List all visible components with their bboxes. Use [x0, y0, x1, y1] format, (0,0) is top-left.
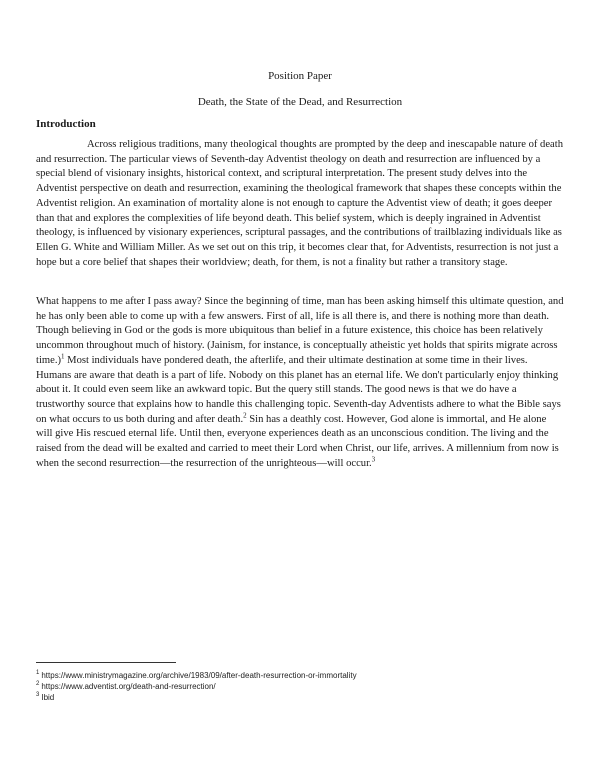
footnote-number: 1	[36, 670, 40, 677]
footnote-number: 3	[36, 692, 40, 699]
paragraph-text: What happens to me after I pass away? Since the beginning of time, man has been asking himself this ultimate question, and he has only been able to come up with a few answers. First of all, life is all there is, and there is nothing more than death. Though believing in God or the gods is more ubiquitous than belief in a future existence, this choice has been relatively uncommon throughout much of history. (Jainism, for instance, is conceptually atheistic yet holds that spirits migrate across time.)	[36, 296, 564, 366]
document-subtitle: Death, the State of the Dead, and Resurrection	[197, 96, 403, 108]
footnote-text: Ibid	[41, 693, 55, 702]
footnote-link[interactable]: https://www.ministrymagazine.org/archive/1983/09/after-death-resurrection-or-immortality	[41, 671, 357, 680]
body-paragraph	[36, 295, 564, 471]
footnote-ref[interactable]: 2	[243, 411, 247, 420]
document-title: Position Paper	[268, 70, 332, 82]
footnote-link[interactable]: https://www.adventist.org/death-and-resurrection/	[41, 682, 216, 691]
footnotes	[36, 670, 564, 703]
footnote-ref[interactable]: 3	[371, 455, 376, 464]
footnote-ref[interactable]: 1	[61, 352, 65, 361]
footnote	[36, 692, 564, 703]
paragraph-text: Most individuals have pondered death, the afterlife, and their ultimate destination at some time in their lives. Humans are aware that death is a part of life. Nobody on this planet has an eternal life. We don't particularly enjoy thinking about it. It could even seem like an awkward topic. But the query still stands. The good news is that we do have a trustworthy source that explains how to handle this challenging topic. Seventh-day Adventists adhere to what the Bible says on what occurs to us both during and after death.	[36, 354, 561, 425]
introduction-paragraph: Across religious traditions, many theological thoughts are prompted by the deep and inescapable nature of death and resurrection. The particular views of Seventh-day Adventist theology on death and resurrection are influenced by a special blend of visionary insights, historical context, and scriptural interpretation. The present study delves into the Adventist perspective on death and resurrection, examining the theological framework that shapes these concepts within the Adventist religion. An examination of mortality alone is not enough to capture the Adventist view of death; it goes deeper than that and explores the complexities of life beyond death. This belief system, which is deeply ingrained in Adventist theology, is influenced by visionary experiences, scriptural passages, and the contributions of trailblazing individuals like as Ellen G. White and William Miller. As we set out on this trip, it becomes clear that, for Adventists, resurrection is not just a hope but a core belief that shapes their worldview; death, for them, is not a finality but rather a transitory stage.	[36, 139, 563, 268]
paragraph-text: Sin has a deathly cost. However, God alone is immortal, and He alone will give His rescued eternal life. Until then, everyone experiences death as an unconscious condition. The living and the raised from the dead will be exalted and carried to meet their Lord when Christ, our life, arrives. A millennium from now is when the second resurrection—the resurrection of the unrighteous—will occur.	[36, 413, 559, 469]
section-heading: Introduction	[36, 118, 96, 130]
footnote	[36, 681, 564, 692]
footnote-number: 2	[36, 681, 40, 688]
footnote-divider	[36, 662, 176, 663]
footnote	[36, 670, 564, 681]
